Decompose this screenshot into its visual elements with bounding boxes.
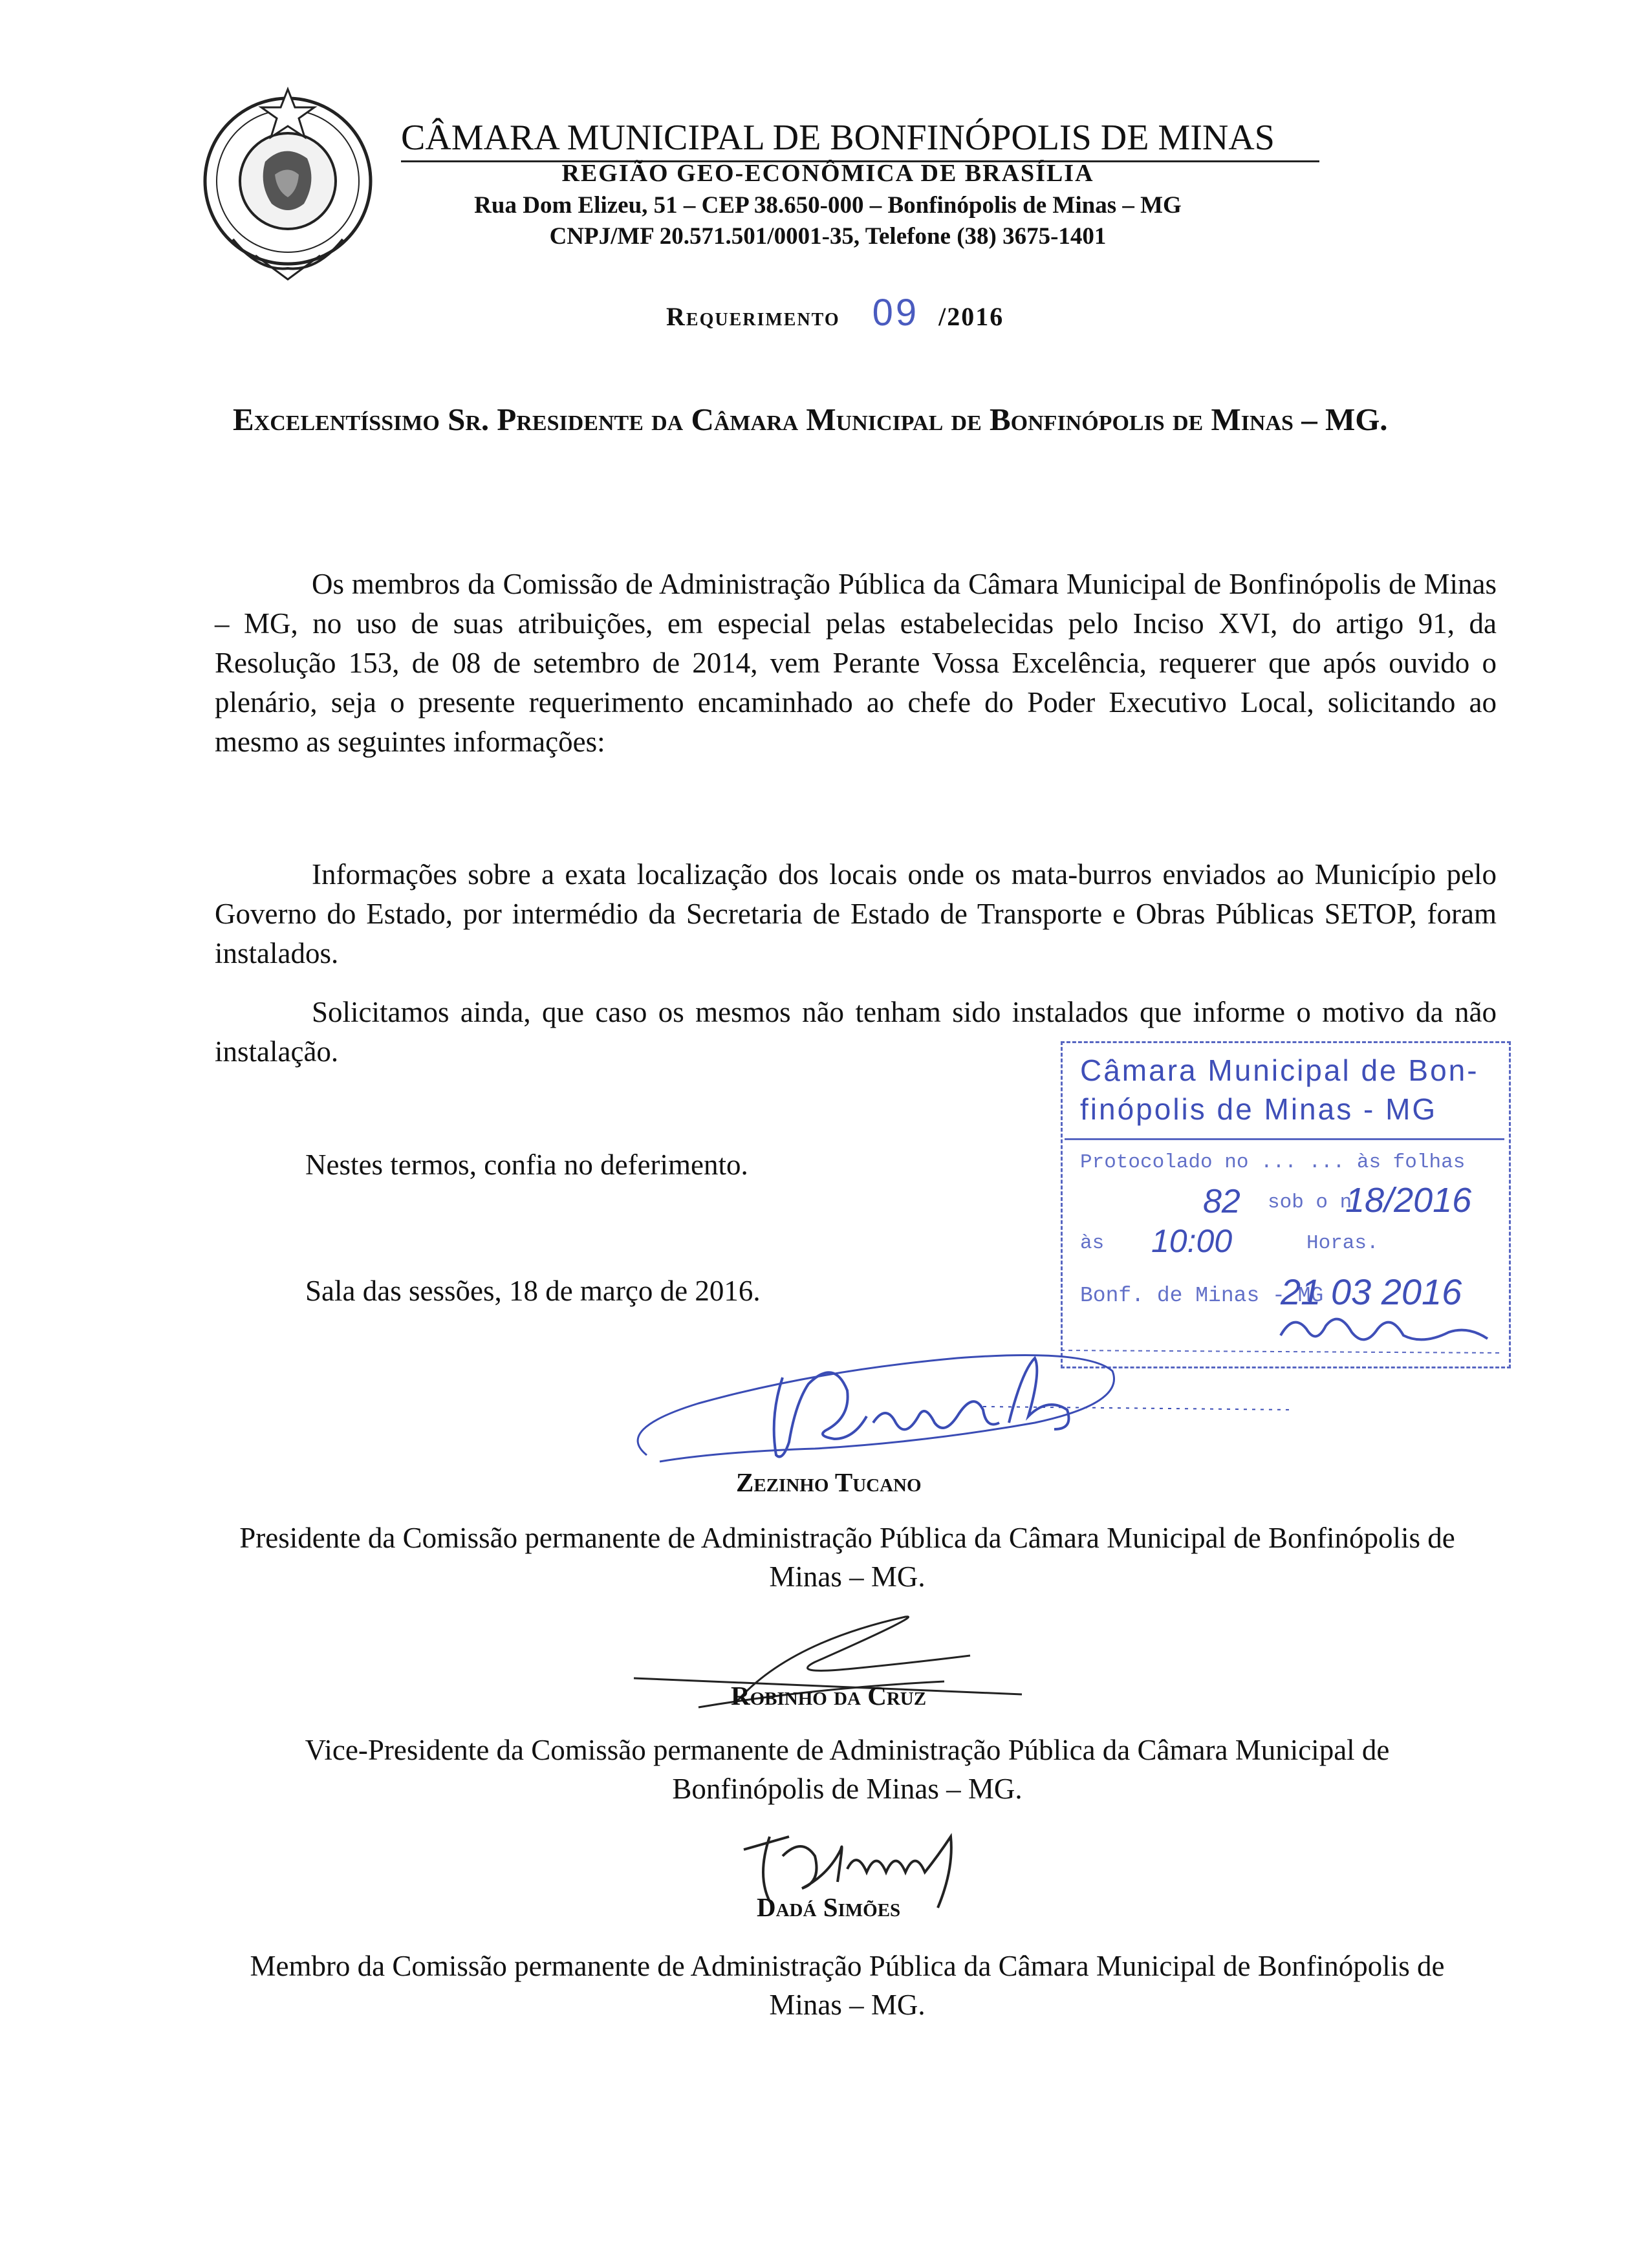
signatory-2-name: Robinho da Cruz [731, 1681, 927, 1711]
body-paragraph-1: Os membros da Comissão de Administração Pública da Câmara Municipal de Bonfinópolis de Minas – MG, no uso de suas atribuições, em especial pelas estabelecidas pelo Inciso XVI, do artigo 91, da Resolução 153, de 08 de setembro de 2014, vem Perante Vossa Excelência, requerer que após ouvido o plenário, seja o presente requerimento encaminhado ao chefe do Poder Executivo Local, solicitando ao mesmo as seguintes informações: [215, 568, 1497, 758]
seal-emblem-icon [194, 78, 382, 285]
signatory-3-name: Dadá Simões [757, 1892, 901, 1922]
stamp-horas-label: Horas. [1306, 1232, 1379, 1255]
stamp-line-2: finópolis de Minas - MG [1080, 1092, 1438, 1126]
stamp-date: 21 03 2016 [1281, 1271, 1462, 1312]
stamp-protocol-line: Protocolado no ... ... às folhas [1080, 1151, 1466, 1174]
signatory-2-role: Vice-Presidente da Comissão permanente de Administração Pública da Câmara Municipal de Bonfinópolis de Minas – MG. [305, 1734, 1390, 1805]
body-paragraph-2: Informações sobre a exata localização dos locais onde os mata-burros enviados ao Município pelo Governo do Estado, por intermédio da Secretaria de Estado de Transporte e Obras Públicas SETOP, foram instalados. [215, 858, 1497, 969]
signatory-1-role: Presidente da Comissão permanente de Administração Pública da Câmara Municipal de Bonfinópolis de Minas – MG. [239, 1522, 1455, 1593]
stamp-folhas-number: 82 [1203, 1183, 1240, 1220]
addressee: Excelentíssimo Sr. Presidente da Câmara Municipal de Bonfinópolis de Minas – MG. [233, 402, 1388, 437]
stamp-sob-label: sob o n [1268, 1191, 1352, 1214]
chamber-title: CÂMARA MUNICIPAL DE BONFINÓPOLIS DE MINAS [401, 118, 1275, 158]
request-label: Requerimento [666, 302, 840, 331]
signatory-1-name: Zezinho Tucano [736, 1467, 922, 1497]
stamp-protocol-number: 18/2016 [1345, 1181, 1472, 1220]
closing-line: Nestes termos, confia no deferimento. [305, 1149, 748, 1181]
signature-2-icon [621, 1604, 1035, 1733]
address-line: Rua Dom Elizeu, 51 – CEP 38.650-000 – Bonfinópolis de Minas – MG [474, 192, 1182, 219]
request-year: /2016 [938, 302, 1004, 331]
protocol-stamp [1061, 1041, 1513, 1368]
body-paragraph-3: Solicitamos ainda, que caso os mesmos não tenham sido instalados que informe o motivo da não instalação. [215, 996, 1497, 1068]
signature-1-icon [621, 1332, 1294, 1487]
stamp-time: 10:00 [1151, 1223, 1233, 1259]
signatory-3-role: Membro da Comissão permanente de Administração Pública da Câmara Municipal de Bonfinópolis de Minas – MG. [250, 1950, 1445, 2021]
stamp-city-label: Bonf. de Minas - MG [1080, 1284, 1324, 1308]
stamp-line-1: Câmara Municipal de Bon- [1080, 1053, 1479, 1087]
region-line: REGIÃO GEO-ECONÔMICA DE BRASÍLIA [561, 160, 1094, 187]
request-number: 09 [872, 292, 920, 334]
request-heading [666, 291, 1004, 334]
place-date-line: Sala das sessões, 18 de março de 2016. [305, 1275, 761, 1307]
contact-line: CNPJ/MF 20.571.501/0001-35, Telefone (38) 3675-1401 [549, 223, 1107, 250]
stamp-signature-icon [1061, 1041, 1513, 1368]
municipal-seal [194, 78, 382, 285]
stamp-as-label: às [1080, 1232, 1105, 1255]
